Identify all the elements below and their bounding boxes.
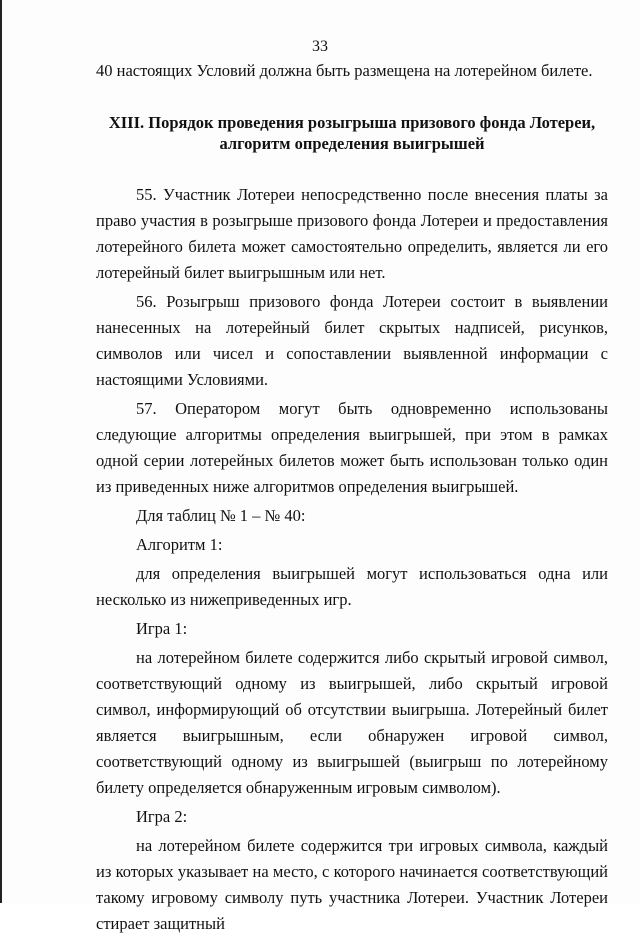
tables-reference: Для таблиц № 1 – № 40:	[136, 506, 306, 525]
section-heading-line1: XIII. Порядок проведения розыгрыша призового фонда Лотереи,	[108, 113, 596, 132]
section-heading-line2: алгоритм определения выигрышей	[219, 134, 485, 153]
algorithm-1-label: Алгоритм 1:	[136, 535, 223, 554]
paragraph-55: 55. Участник Лотереи непосредственно после внесения платы за право участия в розыгрыше призового фонда Лотереи и предоставления лотерейного билета может самостоятельно определить, является ли его лотерейный билет выигрышным или нет.	[96, 185, 608, 282]
algorithm-1-text: для определения выигрышей могут использоваться одна или несколько из нижеприведенных игр.	[96, 564, 608, 609]
game-1-text: на лотерейном билете содержится либо скрытый игровой символ, соответствующий одному из выигрышей, либо скрытый игровой символ, информирующий об отсутствии выигрыша. Лотерейный билет является выигрышным, если обнаружен игровой символ, соответствующий одному из выигрышей (выигрыш по лотерейному билету определяется обнаруженным игровым символом).	[96, 648, 608, 797]
page-content	[96, 58, 608, 940]
paragraph-57: 57. Оператором могут быть одновременно использованы следующие алгоритмы определения выигрышей, при этом в рамках одной серии лотерейных билетов может быть использован только один из приведенных ниже алгоритмов определения выигрышей.	[96, 399, 608, 496]
game-2-text: на лотерейном билете содержится три игровых символа, каждый из которых указывает на место, с которого начинается соответствующий такому игровому символу путь участника Лотереи. Участник Лотереи стирает защитный	[96, 836, 608, 933]
section-heading	[96, 112, 608, 154]
page-number: 33	[312, 38, 328, 55]
paragraph-56: 56. Розыгрыш призового фонда Лотереи состоит в выявлении нанесенных на лотерейный билет скрытых надписей, рисунков, символов или чисел и сопоставлении выявленной информации с настоящими Условиями.	[96, 292, 608, 389]
game-1-label: Игра 1:	[136, 619, 188, 638]
continuation-line: 40 настоящих Условий должна быть размещена на лотерейном билете.	[96, 61, 593, 80]
game-2-label: Игра 2:	[136, 807, 188, 826]
scan-edge	[0, 0, 2, 903]
